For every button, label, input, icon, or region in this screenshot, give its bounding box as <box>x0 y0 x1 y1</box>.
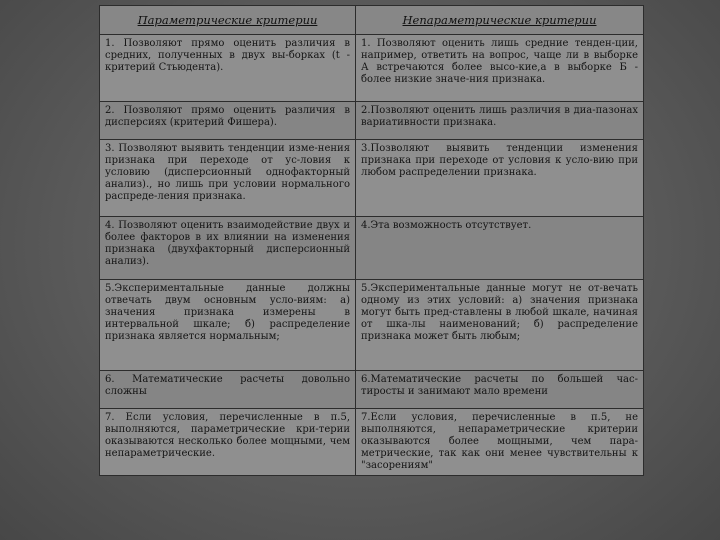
header-nonparametric: Непараметрические критерии <box>356 6 644 35</box>
table-row <box>100 409 644 476</box>
cell-parametric: 4. Позволяют оценить взаимодействие двух и более факторов в их влиянии на изменения признака (двухфакторный дисперсионный анализ). <box>100 217 356 280</box>
cell-nonparametric: 2.Позволяют оценить лишь различия в диа-пазонах вариативности признака. <box>356 102 644 140</box>
cell-nonparametric: 4.Эта возможность отсутствует. <box>356 217 644 280</box>
table-row <box>100 217 644 280</box>
table-row <box>100 102 644 140</box>
cell-nonparametric: 7.Если условия, перечисленные в п.5, не выполняются, непараметрические критерии оказываются более мощными, чем пара-метрические, так как они менее чувствительны к "засорениям" <box>356 409 644 476</box>
cell-nonparametric: 5.Экспериментальные данные могут не от-вечать одному из этих условий: а) значения признака могут быть пред-ставлены в любой шкале, начиная от шка-лы наименований; б) распределение признака может быть любым; <box>356 280 644 371</box>
cell-nonparametric: 6.Математические расчеты по большей час-тиросты и занимают мало времени <box>356 371 644 409</box>
table-row <box>100 280 644 371</box>
cell-parametric: 5.Экспериментальные данные должны отвечать двум основным усло-виям: а) значения признака измерены в интервальной шкале; б) распределение признака является нормальным; <box>100 280 356 371</box>
cell-parametric: 2. Позволяют прямо оценить различия в дисперсиях (критерий Фишера). <box>100 102 356 140</box>
header-parametric: Параметрические критерии <box>100 6 356 35</box>
cell-parametric: 6. Математические расчеты довольно сложны <box>100 371 356 409</box>
cell-parametric: 1. Позволяют прямо оценить различия в средних, полученных в двух вы-борках (t - критерий Стьюдента). <box>100 35 356 102</box>
table-row <box>100 140 644 217</box>
cell-nonparametric: 3.Позволяют выявить тенденции изменения признака при переходе от условия к усло-вию при любом распределении признака. <box>356 140 644 217</box>
cell-nonparametric: 1. Позволяют оценить лишь средние тенден-ции, например, ответить на вопрос, чаще ли в выборке А встречаются более высо-кие,а в выборке Б - более низкие значе-ния признака. <box>356 35 644 102</box>
cell-parametric: 7. Если условия, перечисленные в п.5, выполняются, параметрические кри-терии оказываются несколько более мощными, чем непараметрические. <box>100 409 356 476</box>
comparison-table <box>99 5 644 476</box>
comparison-table-container <box>99 5 643 471</box>
table-row <box>100 371 644 409</box>
cell-parametric: 3. Позволяют выявить тенденции изме-нения признака при переходе от ус-ловия к условию (дисперсионный однофакторный анализ)., но лишь при условии нормального распреде-ления признака. <box>100 140 356 217</box>
table-header-row <box>100 6 644 35</box>
table-row <box>100 35 644 102</box>
